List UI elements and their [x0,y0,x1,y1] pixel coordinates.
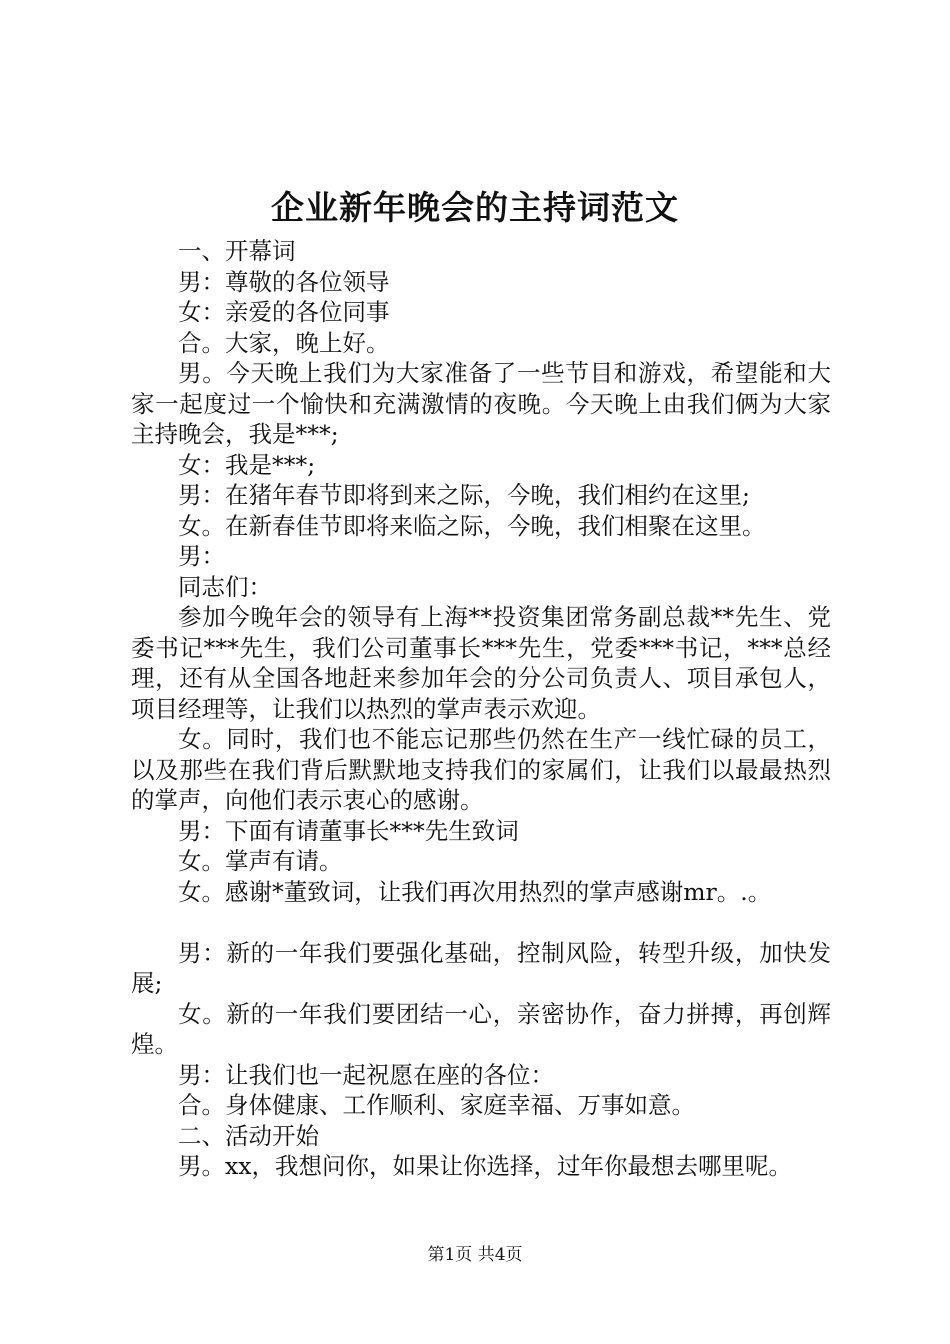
paragraph: 女。在新春佳节即将来临之际，今晚，我们相聚在这里。 [178,511,766,540]
paragraph: 女：我是***; [178,450,316,479]
paragraph: 男：新的一年我们要强化基础，控制风险，转型升级，加快发展; [131,938,831,997]
paragraph: 女。新的一年我们要团结一心，亲密协作，奋力拼搏，再创辉煌。 [131,999,831,1058]
paragraph: 男。今天晚上我们为大家准备了一些节目和游戏，希望能和大家一起度过一个愉快和充满激情的夜晚。今天晚上由我们俩为大家主持晚会，我是***; [131,359,831,448]
document-body [131,236,831,1182]
paragraph: 女。感谢*董致词，让我们再次用热烈的掌声感谢mr。.。 [178,877,772,906]
paragraph: 男。xx，我想问你，如果让你选择，过年你最想去哪里呢。 [178,1152,793,1180]
paragraph: 合。身体健康、工作顺利、家庭幸福、万事如意。 [178,1091,695,1119]
paragraph: 女。掌声有请。 [178,847,343,875]
paragraph: 合。大家，晚上好。 [178,328,390,357]
paragraph: 男：尊敬的各位领导 [178,267,390,296]
blank-line [131,907,831,938]
paragraph: 一、开幕词 [178,237,296,265]
paragraph: 男：让我们也一起祝愿在座的各位： [178,1060,554,1089]
document-title: 企业新年晚会的主持词范文 [271,188,679,227]
page-number-footer: 第1页 共4页 [427,1245,523,1265]
paragraph: 女。同时，我们也不能忘记那些仍然在生产一线忙碌的员工，以及那些在我们背后默默地支持我们的家属们，让我们以最最热烈的掌声，向他们表示衷心的感谢。 [131,725,831,814]
paragraph: 男：下面有请董事长***先生致词 [178,816,519,845]
paragraph: 男： [178,542,225,570]
paragraph: 参加今晚年会的领导有上海**投资集团常务副总裁**先生、党委书记***先生，我们公司董事长***先生，党委***书记，***总经理，还有从全国各地赶来参加年会的分公司负责人、项目承包人，项目经理等，让我们以热烈的掌声表示欢迎。 [131,603,831,723]
paragraph: 二、活动开始 [178,1121,319,1150]
paragraph: 男：在猪年春节即将到来之际，今晚，我们相约在这里; [178,481,750,509]
paragraph: 女：亲爱的各位同事 [178,298,390,326]
paragraph: 同志们： [178,572,272,601]
